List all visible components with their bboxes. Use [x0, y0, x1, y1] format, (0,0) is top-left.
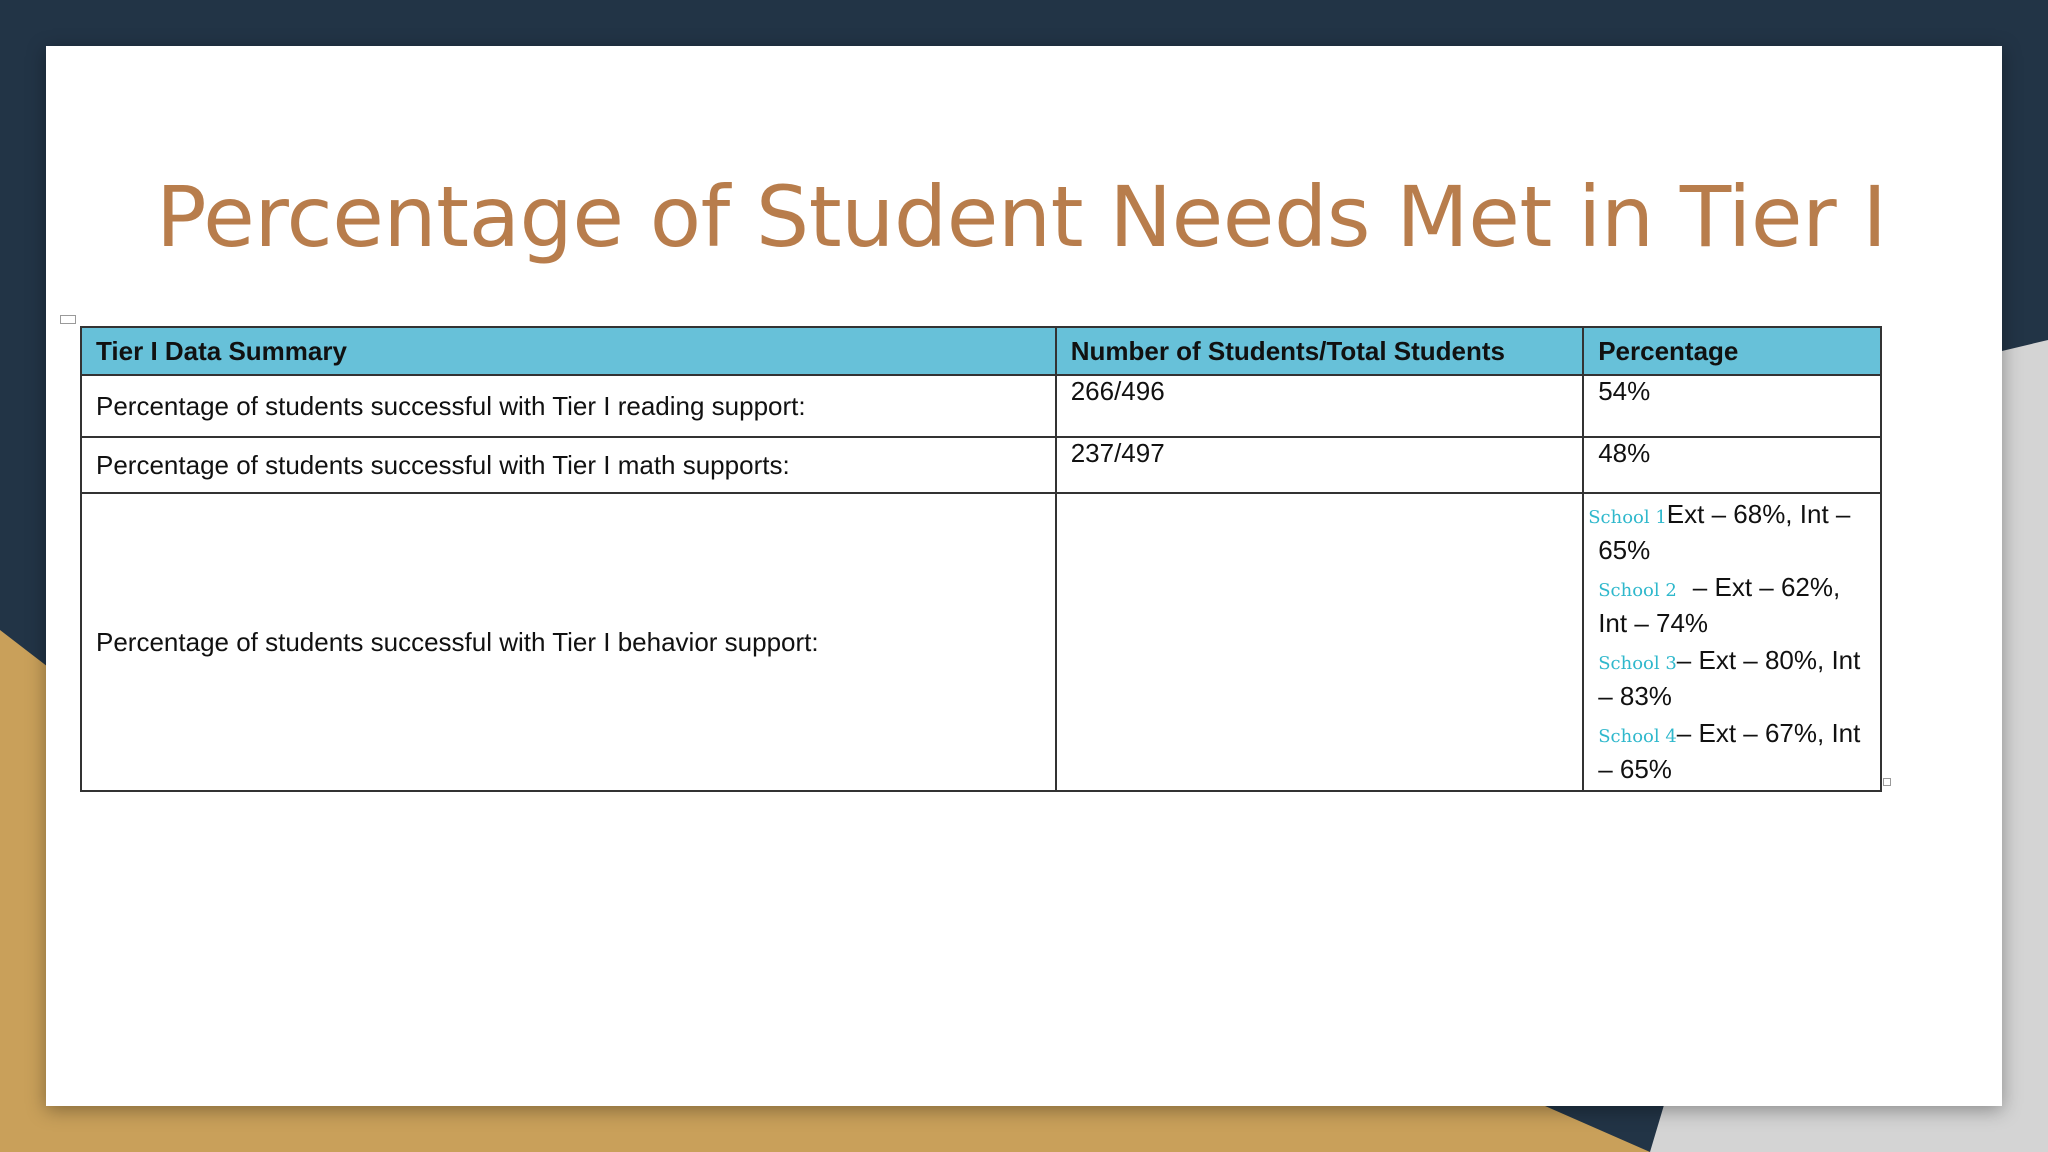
- school-label: School 1: [1588, 507, 1667, 528]
- row-behavior-percentages: [1583, 493, 1881, 791]
- tier-data-table: [80, 326, 1882, 792]
- row-count: [1056, 493, 1583, 791]
- school-label: School 3: [1598, 653, 1677, 674]
- row-count: 266/496: [1056, 375, 1583, 437]
- table-move-handle[interactable]: [60, 315, 76, 324]
- row-label: Percentage of students successful with Tier I reading support:: [81, 375, 1056, 437]
- header-percentage: Percentage: [1583, 327, 1881, 375]
- school-label: School 4: [1598, 726, 1677, 747]
- row-count: 237/497: [1056, 437, 1583, 493]
- row-label: Percentage of students successful with Tier I behavior support:: [81, 493, 1056, 791]
- table-row-math: [81, 437, 1881, 493]
- school-result: – Ext – 62%, Int – 74%: [1598, 572, 1841, 638]
- table-row-reading: [81, 375, 1881, 437]
- row-label: Percentage of students successful with Tier I math supports:: [81, 437, 1056, 493]
- school-label: School 2: [1598, 580, 1677, 601]
- school-result: – Ext – 80%, Int – 83%: [1598, 645, 1861, 711]
- table-header-row: [81, 327, 1881, 375]
- row-percentage: 54%: [1583, 375, 1881, 437]
- header-summary: Tier I Data Summary: [81, 327, 1056, 375]
- school-entry: [1598, 717, 1866, 785]
- table-resize-handle[interactable]: [1883, 778, 1891, 786]
- table-row-behavior: [81, 493, 1881, 791]
- school-entry: [1598, 644, 1866, 712]
- school-result: – Ext – 67%, Int – 65%: [1598, 718, 1861, 784]
- school-result: Ext – 68%, Int – 65%: [1598, 499, 1851, 565]
- slide-title: Percentage of Student Needs Met in Tier I: [156, 168, 1887, 266]
- school-entry: [1588, 498, 1866, 566]
- school-entry: [1598, 571, 1866, 639]
- header-count: Number of Students/Total Students: [1056, 327, 1583, 375]
- row-percentage: 48%: [1583, 437, 1881, 493]
